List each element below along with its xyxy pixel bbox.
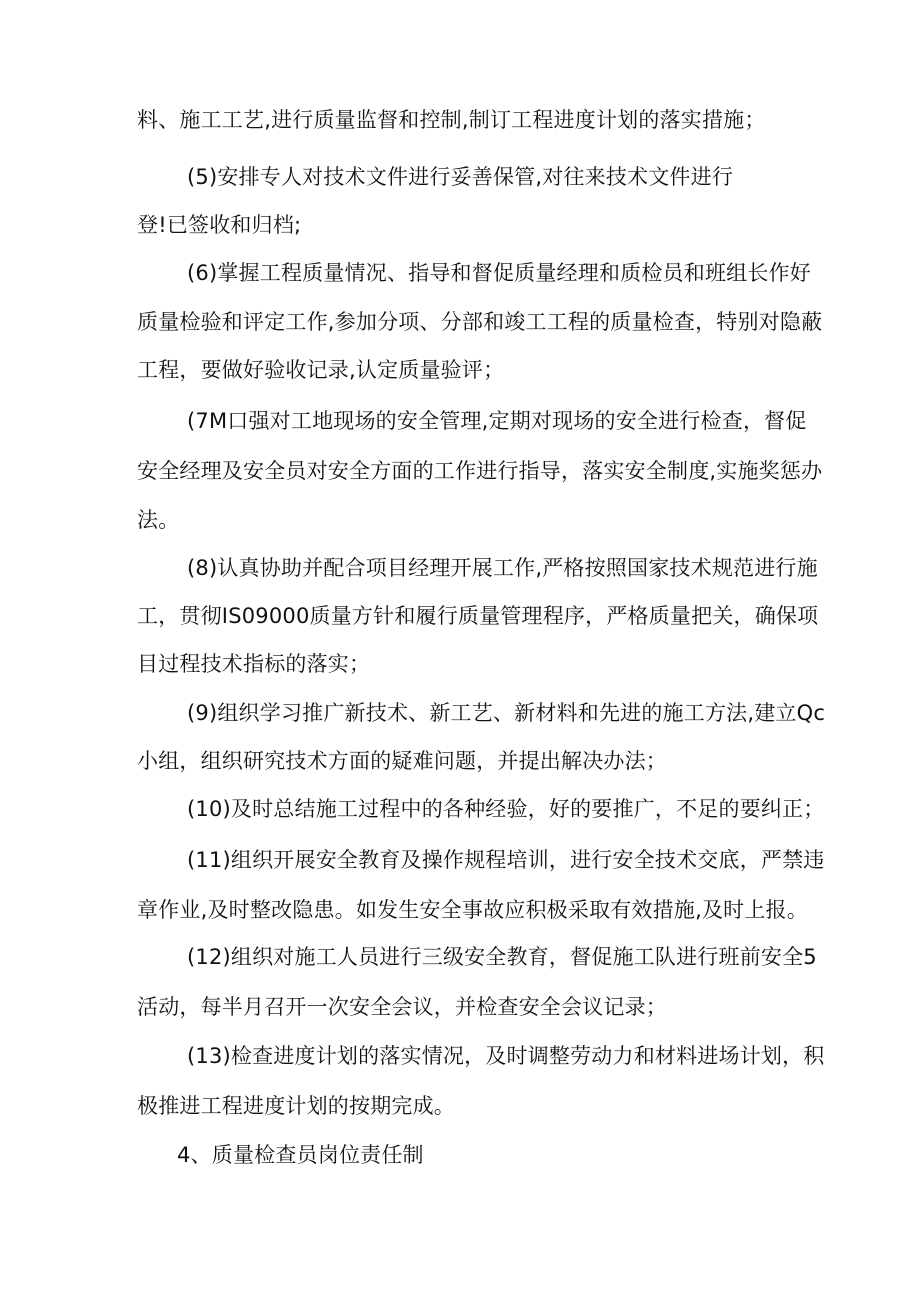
text-line: (11)组织开展安全教育及操作规程培训，进行安全技术交底，严禁违: [187, 848, 825, 872]
text-line: 工程，要做好验收记录,认定质量验评；: [137, 358, 505, 382]
text-line: (8)认真协助并配合项目经理开展工作,严格按照国家技术规范进行施: [187, 556, 818, 580]
text-line: (7M口强对工地现场的安全管理,定期对现场的安全进行检查，督促: [187, 409, 807, 433]
text-line: 料、施工工艺,进行质量监督和控制,制订工程进度计划的落实措施；: [137, 108, 766, 132]
text-line: 工，贯彻IS09000质量方针和履行质量管理程序，严格质量把关，确保项: [137, 604, 819, 628]
text-line: (9)组织学习推广新技术、新工艺、新材料和先进的施工方法,建立Qc: [187, 701, 826, 725]
text-line: (12)组织对施工人员进行三级安全教育，督促施工队进行班前安全5: [187, 945, 817, 969]
text-line: 活动，每半月召开一次安全会议，并检查安全会议记录；: [137, 995, 667, 1019]
text-line: 极推进工程进度计划的按期完成。: [137, 1094, 455, 1118]
text-line: 登!已签收和归档;: [137, 213, 302, 237]
text-line: 目过程技术指标的落实；: [137, 652, 371, 676]
section-heading: 4、质量检查员岗位责任制: [177, 1143, 424, 1167]
text-line: (13)检查进度计划的落实情况，及时调整劳动力和材料进场计划，积: [187, 1044, 825, 1068]
text-line: 质量检验和评定工作,参加分项、分部和竣工工程的质量检查，特别对隐蔽: [137, 310, 823, 334]
text-line: 小组，组织研究技术方面的疑难问题，并提出解决办法；: [137, 749, 667, 773]
text-line: (5)安排专人对技术文件进行妥善保管,对往来技术文件进行: [187, 165, 734, 189]
text-line: 安全经理及安全员对安全方面的工作进行指导，落实安全制度,实施奖惩办: [137, 459, 823, 483]
text-line: (6)掌握工程质量情况、指导和督促质量经理和质检员和班组长作好: [187, 261, 811, 285]
text-line: 章作业,及时整改隐患。如发生安全事故应积极采取有效措施,及时上报。: [137, 898, 808, 922]
text-line: (10)及时总结施工过程中的各种经验，好的要推广，不足的要纠正；: [187, 797, 825, 821]
text-line: 法。: [137, 508, 180, 532]
